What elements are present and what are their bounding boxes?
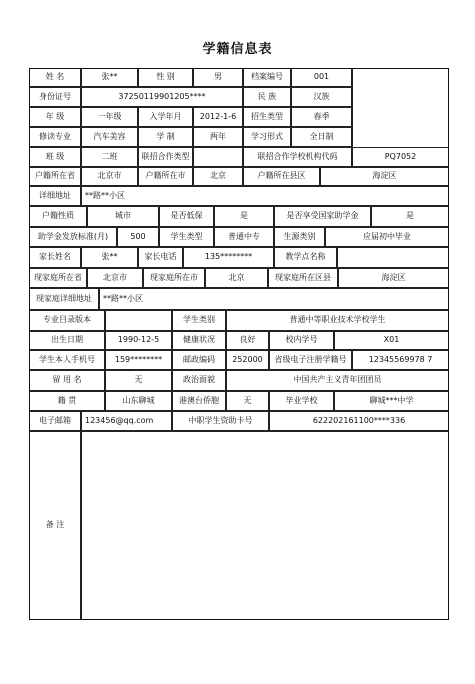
- student-category-label: 学生类别: [172, 310, 226, 331]
- enroll-value: 2012-1-6: [193, 107, 243, 127]
- health-label: 健康状况: [172, 331, 226, 350]
- address-label: 详细地址: [29, 186, 81, 206]
- current-city-label: 现家庭所在市: [143, 268, 205, 288]
- retained-name-label: 留 用 名: [29, 370, 105, 391]
- political-label: 政治面貌: [172, 370, 226, 391]
- political-value: 中国共产主义青年团团员: [226, 370, 449, 391]
- aid-card-label: 中职学生资助卡号: [172, 411, 269, 431]
- id-label: 身份证号: [29, 87, 81, 107]
- teaching-site-value: [337, 247, 449, 268]
- student-type-value: 普通中专: [214, 227, 274, 247]
- class-value: 二班: [81, 147, 138, 167]
- gender-label: 性 别: [138, 68, 193, 87]
- notes-label: 备 注: [29, 431, 81, 620]
- catalog-version-value: [105, 310, 172, 331]
- file-no-value: 001: [291, 68, 352, 87]
- school-id-value: X01: [334, 331, 449, 350]
- aid-card-value: 622202161100****336: [269, 411, 449, 431]
- hukou-city-value: 北京: [193, 167, 243, 186]
- parent-phone-value: 135********: [183, 247, 274, 268]
- current-county-label: 现家庭所在区县: [268, 268, 338, 288]
- low-income-value: 是: [214, 206, 274, 227]
- form-value: 全日制: [291, 127, 352, 147]
- current-city-value: 北京: [205, 268, 268, 288]
- retained-name-value: 无: [105, 370, 172, 391]
- parent-phone-label: 家长电话: [138, 247, 183, 268]
- school-id-label: 校内学号: [269, 331, 334, 350]
- native-place-label: 籍 贯: [29, 391, 105, 411]
- birth-date-value: 1990-12-5: [105, 331, 172, 350]
- enroll-label: 入学年月: [138, 107, 193, 127]
- hukou-province-value: 北京市: [81, 167, 138, 186]
- parent-name-value: 张**: [81, 247, 138, 268]
- gender-value: 男: [193, 68, 243, 87]
- hukou-nature-label: 户籍性质: [29, 206, 87, 227]
- duration-label: 学 制: [138, 127, 193, 147]
- zip-value: 252000: [226, 350, 269, 370]
- id-value: 37250119901205****: [81, 87, 243, 107]
- major-label: 修读专业: [29, 127, 81, 147]
- aid-standard-label: 助学金发放标准(月): [29, 227, 117, 247]
- file-no-label: 档案编号: [243, 68, 291, 87]
- notes-value: [81, 431, 449, 620]
- catalog-version-label: 专业目录版本: [29, 310, 105, 331]
- class-label: 班 级: [29, 147, 81, 167]
- hukou-county-label: 户籍所在县区: [243, 167, 320, 186]
- joint-code-label: 联招合作学校机构代码: [243, 147, 352, 167]
- grade-label: 年 级: [29, 107, 81, 127]
- hukou-city-label: 户籍所在市: [138, 167, 193, 186]
- teaching-site-label: 教学点名称: [274, 247, 337, 268]
- name-value: 张**: [81, 68, 138, 87]
- form-label: 学习形式: [243, 127, 291, 147]
- email-value: 123456@qq.com: [81, 411, 172, 431]
- name-label: 姓 名: [29, 68, 81, 87]
- student-category-value: 普通中等职业技术学校学生: [226, 310, 449, 331]
- source-type-value: 应届初中毕业: [325, 227, 449, 247]
- recruit-value: 春季: [291, 107, 352, 127]
- student-type-label: 学生类型: [159, 227, 214, 247]
- aid-label: 是否享受国家助学金: [274, 206, 371, 227]
- mobile-label: 学生本人手机号: [29, 350, 105, 370]
- joint-type-label: 联招合作类型: [138, 147, 193, 167]
- native-place-value: 山东聊城: [105, 391, 172, 411]
- graduate-school-label: 毕业学校: [269, 391, 334, 411]
- aid-standard-value: 500: [117, 227, 159, 247]
- current-address-label: 现家庭详细地址: [29, 288, 99, 310]
- ethnic-value: 汉族: [291, 87, 352, 107]
- birth-date-label: 出生日期: [29, 331, 105, 350]
- current-county-value: 海淀区: [338, 268, 449, 288]
- parent-name-label: 家长姓名: [29, 247, 81, 268]
- mobile-value: 159********: [105, 350, 172, 370]
- joint-type-value: [193, 147, 243, 167]
- current-province-value: 北京市: [87, 268, 143, 288]
- page-title: 学籍信息表: [202, 42, 273, 57]
- major-value: 汽车美容: [81, 127, 138, 147]
- registration-no-value: 12345569978 7: [352, 350, 449, 370]
- ethnic-label: 民 族: [243, 87, 291, 107]
- health-value: 良好: [226, 331, 269, 350]
- registration-no-label: 省级电子注册学籍号: [269, 350, 352, 370]
- joint-code-value: PQ7052: [352, 147, 449, 167]
- low-income-label: 是否低保: [159, 206, 214, 227]
- hukou-province-label: 户籍所在省: [29, 167, 81, 186]
- graduate-school-value: 聊城***中学: [334, 391, 449, 411]
- overseas-label: 港澳台侨胞: [172, 391, 226, 411]
- source-type-label: 生源类别: [274, 227, 325, 247]
- address-value: **路**小区: [81, 186, 449, 206]
- zip-label: 邮政编码: [172, 350, 226, 370]
- hukou-county-value: 海淀区: [320, 167, 449, 186]
- hukou-nature-value: 城市: [87, 206, 159, 227]
- overseas-value: 无: [226, 391, 269, 411]
- duration-value: 两年: [193, 127, 243, 147]
- email-label: 电子邮箱: [29, 411, 81, 431]
- aid-value: 是: [371, 206, 449, 227]
- current-address-value: **路**小区: [99, 288, 449, 310]
- current-province-label: 现家庭所在省: [29, 268, 87, 288]
- recruit-label: 招生类型: [243, 107, 291, 127]
- grade-value: 一年级: [81, 107, 138, 127]
